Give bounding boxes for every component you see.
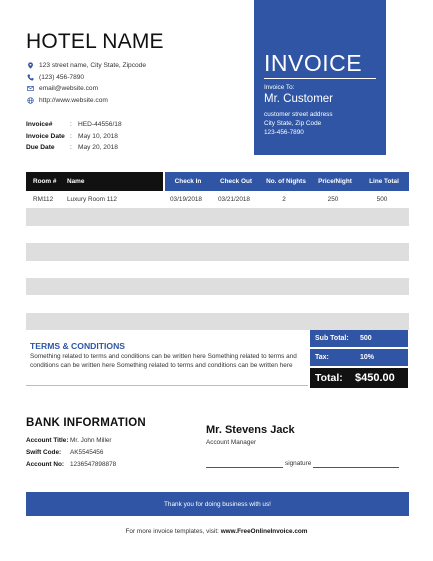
header-total: Line Total [369, 178, 399, 185]
header-name: Name [67, 178, 85, 185]
customer-phone: 123-456-7890 [264, 129, 304, 137]
invoice-number-label: Invoice# [26, 121, 53, 129]
totals-box [310, 330, 408, 388]
customer-address [264, 110, 333, 138]
account-title-row [26, 435, 116, 447]
map-pin-icon [26, 62, 34, 70]
tax-row [310, 349, 408, 366]
header-check-out: Check Out [220, 178, 252, 185]
mail-icon [26, 85, 34, 93]
table-row [26, 208, 409, 225]
table-body [26, 191, 409, 348]
account-title-label: Account Title: [26, 437, 69, 445]
invoice-number-row [26, 119, 122, 131]
cell-room: RM112 [33, 196, 54, 204]
customer-name: Mr. Customer [264, 93, 334, 105]
signature-line [206, 460, 399, 468]
cell-price: 250 [327, 196, 339, 204]
table-row [26, 261, 409, 278]
table-row [26, 226, 409, 243]
footer-note [0, 528, 433, 535]
account-no-label: Account No: [26, 460, 64, 468]
contact-address [26, 60, 146, 72]
tax-label: Tax: [315, 354, 329, 361]
swift-row [26, 447, 116, 459]
separator: : [70, 144, 72, 152]
globe-icon [26, 96, 34, 104]
header-price: Price/Night [318, 178, 352, 185]
terms-title: TERMS & CONDITIONS [30, 341, 126, 351]
subtotal-value: 500 [360, 335, 372, 342]
signatory-role: Account Manager [206, 439, 257, 446]
tax-value: 10% [360, 354, 375, 361]
invoice-title: INVOICE [264, 50, 363, 76]
total-row [310, 368, 408, 388]
bank-title: BANK INFORMATION [26, 417, 146, 429]
header-nights: No. of Nights [266, 178, 306, 185]
table-row [26, 313, 409, 330]
invoice-meta [26, 119, 122, 154]
thank-you-bar [26, 492, 409, 516]
cell-total: 500 [376, 196, 388, 204]
cell-check-in: 03/19/2018 [170, 196, 202, 204]
line-items-table [26, 172, 409, 348]
contact-email [26, 83, 146, 95]
due-date-label: Due Date [26, 144, 55, 152]
table-header [26, 172, 409, 191]
hotel-email[interactable]: email@website.com [39, 85, 99, 93]
footer-note-prefix: For more invoice templates, visit: [125, 528, 219, 535]
invoice-date-row [26, 131, 122, 143]
table-header-blue [165, 172, 409, 191]
cell-nights: 2 [282, 196, 286, 204]
thank-you-text: Thank you for doing business with us! [164, 500, 271, 508]
customer-street: customer street address [264, 111, 333, 118]
signatory-name: Mr. Stevens Jack [206, 424, 295, 436]
account-no-row [26, 459, 116, 471]
contact-website [26, 95, 146, 107]
swift-label: Swift Code: [26, 449, 62, 457]
hotel-website[interactable]: http://www.website.com [39, 96, 108, 104]
hotel-name: HOTEL NAME [26, 30, 164, 53]
invoice-to-label: Invoice To: [264, 84, 295, 91]
hotel-phone: (123) 456-7890 [39, 73, 85, 81]
table-header-dark [26, 172, 163, 191]
table-row [26, 295, 409, 312]
subtotal-row [310, 330, 408, 347]
invoice-date-label: Invoice Date [26, 132, 65, 140]
account-no-value: 1236547898878 [70, 460, 117, 468]
bank-info [26, 435, 116, 470]
header-check-in: Check In [174, 178, 202, 185]
divider [264, 78, 376, 79]
account-title-value: Mr. John Miller [70, 437, 112, 445]
swift-value: AK5545456 [70, 449, 104, 457]
table-row [26, 191, 409, 208]
table-row [26, 278, 409, 295]
contact-info [26, 60, 146, 106]
signature-label: signature [285, 460, 312, 467]
separator: : [70, 132, 72, 140]
due-date-row [26, 142, 122, 154]
invoice-number: HED-44556/18 [78, 121, 122, 129]
subtotal-label: Sub Total: [315, 335, 349, 342]
hotel-address: 123 street name, City State, Zipcode [39, 62, 147, 70]
total-value: $450.00 [355, 372, 395, 384]
terms-text: Something related to terms and conditions can be written here Something related to terms and conditions can be written here Something related to terms and conditions can be written here [30, 353, 297, 370]
invoice-date: May 10, 2018 [78, 132, 118, 140]
footer-note-link[interactable]: www.FreeOnlineInvoice.com [220, 528, 308, 535]
total-label: Total: [315, 372, 343, 384]
phone-icon [26, 73, 34, 81]
separator: : [70, 121, 72, 129]
header-room: Room # [33, 178, 57, 185]
signature-underline [313, 460, 399, 468]
invoice-to-panel [254, 0, 386, 155]
cell-name: Luxury Room 112 [67, 196, 117, 204]
due-date: May 20, 2018 [78, 144, 118, 152]
cell-check-out: 03/21/2018 [218, 196, 250, 204]
customer-city: City State, Zip Code [264, 120, 322, 128]
contact-phone [26, 72, 146, 84]
divider [26, 385, 308, 386]
table-row [26, 243, 409, 260]
signature-underline [206, 460, 283, 468]
